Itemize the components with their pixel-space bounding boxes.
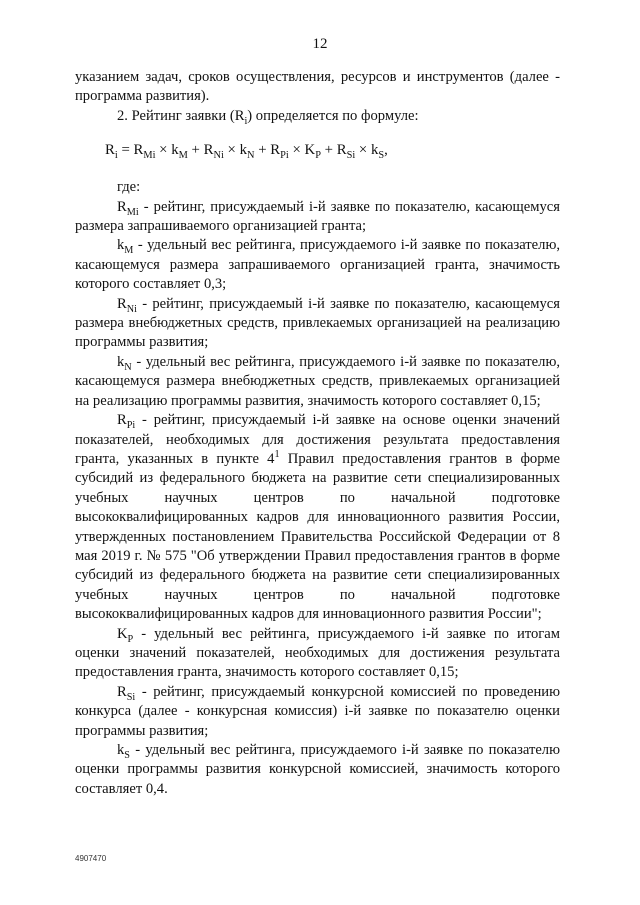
definition-rmi: $R_{Mi}$ - рейтинг, присуждаемый i-й заявке по показателю, касающемуся размера запрашиваемого организацией гранта; xyxy=(75,198,560,235)
paragraph-continuation: указанием задач, сроков осуществления, ресурсов и инструментов (далее - программа развития). xyxy=(75,69,560,105)
document-id: 4907470 xyxy=(75,854,107,863)
definition-rpi: $R_{Pi}$ - рейтинг, присуждаемый i-й заявке на основе оценки значений показателей, необходимых для достижения результата предоставления гранта, указанных в пункте $4^1$ Правил предоставления грантов в форме субсидий из федерального бюджета на развитие сети специализированных учебных научных центров по начальной подготовке высококвалифицированных кадров для инновационного развития России, утвержденных постановлением Правительства Российской Федерации от 8 мая 2019 г. № 575 "Об утверждении Правил предоставления грантов в форме субсидий из федерального бюджета на развитие сети специализированных учебных научных центров по начальной подготовке высококвалифицированных кадров для инновационного развития России"; xyxy=(75,412,560,623)
definition-ks: $k_S$ - удельный вес рейтинга, присуждаемого i-й заявке по показателю оценки программы развития конкурсной комиссией, значимость которого составляет 0,4. xyxy=(75,742,560,797)
definition-kp: $K_P$ - удельный вес рейтинга, присуждаемого i-й заявке по итогам оценки значений показателей, необходимых для достижения результата предоставления гранта, значимость которого составляет 0,15; xyxy=(75,625,560,681)
rating-formula: $R_i = R_{Mi} \times k_M + R_{Ni} \times k_N + R_{Pi} \times K_P + R_{Si} \times k_S$, xyxy=(105,142,388,162)
definition-rsi: $R_{Si}$ - рейтинг, присуждаемый конкурсной комиссией по проведению конкурса (далее - конкурсная комиссия) i-й заявке по показателю оценки программы развития; xyxy=(75,683,560,739)
paragraph-where: где: xyxy=(117,179,141,196)
definition-rni: $R_{Ni}$ - рейтинг, присуждаемый i-й заявке по показателю, касающемуся размера внебюджетных средств, привлекаемых организацией на реализацию программы развития; xyxy=(75,295,560,351)
definition-km: $k_M$ - удельный вес рейтинга, присуждаемого i-й заявке по показателю, касающемуся размера запрашиваемого организацией гранта, значимость которого составляет 0,3; xyxy=(75,237,560,293)
definition-kn: $k_N$ - удельный вес рейтинга, присуждаемого i-й заявке по показателю, касающемуся размера внебюджетных средств, привлекаемых организацией на реализацию программы развития, значимость которого составляет 0,15; xyxy=(75,353,560,409)
paragraph-rating-definition: 2. Рейтинг заявки $(R_i)$ определяется по формуле: xyxy=(117,107,419,127)
document-body xyxy=(75,68,560,799)
page-number: 12 xyxy=(312,36,328,52)
